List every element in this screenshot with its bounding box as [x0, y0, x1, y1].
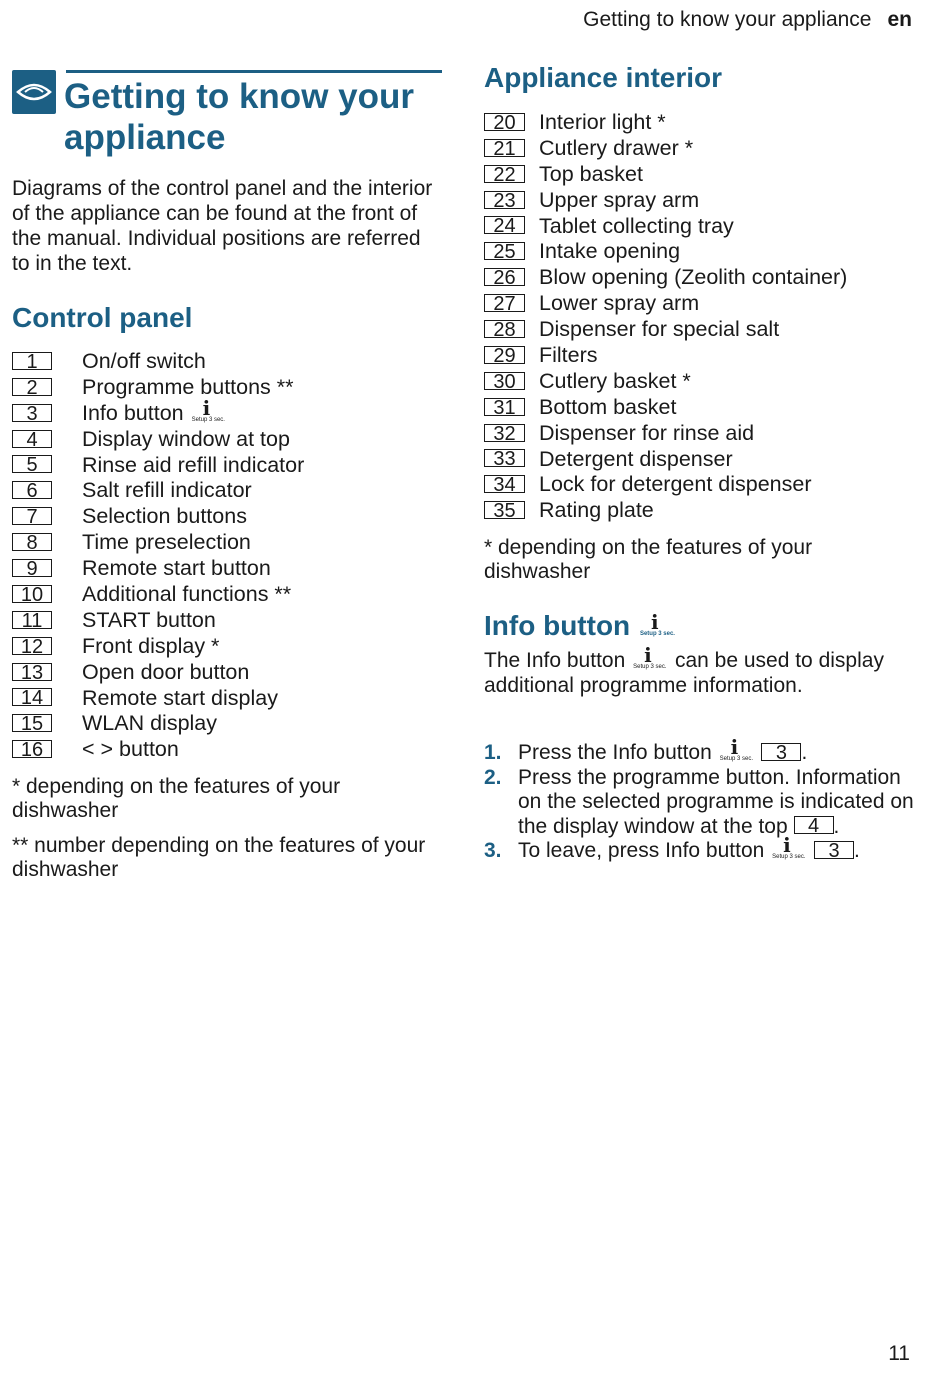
control-panel-item — [12, 737, 179, 763]
interior-label: Blow opening (Zeolith container) — [539, 265, 848, 290]
footnote-number: ** number depending on the features of your dishwasher — [12, 834, 426, 881]
info-icon: i Setup 3 sec. — [633, 643, 667, 671]
control-panel-label: Remote start button — [82, 556, 271, 581]
position-number: 1 — [12, 352, 52, 370]
position-number: 4 — [794, 816, 834, 834]
info-step: 2. Press the programme button. Information on the selected programme is indicated on the display window at the top 4 . — [484, 765, 914, 838]
control-panel-item — [12, 582, 292, 608]
interior-label: Filters — [539, 343, 598, 368]
interior-label: Bottom basket — [539, 394, 677, 419]
interior-item — [484, 394, 677, 421]
interior-label: Tablet collecting tray — [539, 213, 734, 238]
position-number: 8 — [12, 533, 52, 551]
interior-item — [484, 135, 694, 162]
position-number: 25 — [484, 242, 525, 260]
interior-label: Interior light * — [539, 110, 666, 134]
footnote-interior: * depending on the features of your dishwasher — [484, 536, 813, 583]
position-number: 29 — [484, 346, 525, 364]
interior-label: Dispenser for rinse aid — [539, 420, 755, 445]
control-panel-item — [12, 607, 216, 634]
interior-item — [484, 161, 643, 188]
control-panel-item — [12, 530, 251, 556]
step-number: 3. — [484, 839, 502, 862]
step-number: 1. — [484, 741, 502, 764]
info-steps — [484, 735, 924, 864]
interior-label: Cutlery drawer * — [539, 135, 694, 160]
control-panel-label: Front display * — [82, 633, 220, 658]
control-panel-label: Remote start display — [82, 685, 278, 710]
step-number: 2. — [484, 765, 502, 789]
position-number: 7 — [12, 507, 52, 525]
footnote-features: * depending on the features of your dishwasher — [12, 775, 341, 822]
running-header — [583, 8, 912, 32]
control-panel-legend — [12, 349, 305, 763]
language-code: en — [887, 8, 912, 31]
interior-label: Lower spray arm — [539, 291, 700, 316]
control-panel-label: Programme buttons ** — [82, 374, 294, 399]
running-header-title: Getting to know your appliance — [583, 8, 872, 31]
control-panel-label: START button — [82, 607, 216, 632]
info-icon: i Setup 3 sec. — [719, 735, 753, 763]
info-icon: i Setup 3 sec. — [191, 396, 225, 424]
position-number: 31 — [484, 398, 525, 416]
control-panel-label: Open door button — [82, 659, 250, 684]
control-panel-item — [12, 685, 278, 712]
info-step: 1. Press the Info button i Setup 3 sec. 3 . — [484, 735, 808, 764]
position-number: 9 — [12, 559, 52, 577]
interior-label: Cutlery basket * — [539, 368, 691, 393]
control-panel-item — [12, 711, 218, 737]
chapter-rule — [66, 70, 442, 73]
position-number: 6 — [12, 481, 52, 499]
position-number: 24 — [484, 216, 525, 234]
control-panel-item — [12, 633, 220, 660]
info-icon: i Setup 3 sec. — [639, 609, 675, 637]
chapter-title: Getting to know your appliance — [64, 77, 414, 157]
interior-label: Upper spray arm — [539, 187, 700, 212]
position-number: 34 — [484, 475, 525, 493]
control-panel-item — [12, 659, 250, 686]
info-para-start: The Info button — [484, 649, 626, 672]
position-number: 4 — [12, 430, 52, 448]
control-panel-label: Salt refill indicator — [82, 478, 252, 503]
position-number: 22 — [484, 165, 525, 183]
interior-item — [484, 472, 812, 498]
interior-label: Detergent dispenser — [539, 446, 733, 471]
control-panel-item — [12, 504, 247, 530]
control-panel-item — [12, 452, 305, 479]
control-panel-label: Display window at top — [82, 426, 290, 451]
control-panel-item — [12, 349, 206, 375]
interior-item — [484, 265, 848, 291]
interior-label: Intake opening — [539, 239, 681, 264]
interior-label: Lock for detergent dispenser — [539, 472, 812, 497]
interior-item — [484, 187, 700, 214]
position-number: 15 — [12, 714, 52, 732]
position-number: 32 — [484, 424, 525, 442]
position-number: 3 — [761, 743, 801, 761]
position-number: 35 — [484, 501, 525, 519]
control-panel-label: Info button i Setup 3 sec. — [82, 401, 228, 427]
position-number: 26 — [484, 268, 525, 286]
interior-item — [484, 317, 780, 343]
control-panel-label: Rinse aid refill indicator — [82, 452, 305, 477]
position-number: 30 — [484, 372, 525, 390]
position-number: 3 — [12, 404, 52, 422]
position-number: 13 — [12, 663, 52, 681]
position-number: 23 — [484, 191, 525, 209]
position-number: 28 — [484, 320, 525, 338]
info-button-heading-text: Info button — [484, 610, 631, 641]
interior-label: Rating plate — [539, 498, 654, 523]
control-panel-item — [12, 478, 252, 504]
control-panel-heading: Control panel — [12, 302, 193, 333]
position-number: 11 — [12, 611, 52, 629]
interior-item — [484, 446, 733, 473]
position-number: 16 — [12, 740, 52, 758]
info-icon: i Setup 3 sec. — [772, 833, 806, 861]
position-number: 5 — [12, 455, 52, 473]
position-number: 20 — [484, 113, 525, 131]
interior-item — [484, 291, 700, 317]
step-text: Press the programme button. Information on the selected programme is indicated on the display window at the top — [518, 765, 914, 838]
interior-item — [484, 239, 681, 265]
control-panel-item — [12, 556, 271, 582]
interior-item — [484, 420, 755, 447]
control-panel-label: On/off switch — [82, 349, 206, 373]
intro-paragraph: Diagrams of the control panel and the interior of the appliance can be found at the front of the manual. Individual positions are referred to in the text. — [12, 177, 433, 275]
position-number: 14 — [12, 688, 52, 706]
info-para-end: can be used to display additional programme information. — [484, 649, 884, 697]
eye-icon — [12, 70, 56, 114]
control-panel-item — [12, 374, 294, 401]
position-number: 21 — [484, 139, 525, 157]
page-number: 11 — [888, 1342, 910, 1365]
step-text: Press the Info button — [518, 741, 718, 764]
step-text: To leave, press Info button — [518, 839, 771, 862]
appliance-interior-legend — [484, 110, 848, 524]
interior-item — [484, 213, 734, 240]
position-number: 12 — [12, 637, 52, 655]
interior-item — [484, 368, 691, 395]
interior-item — [484, 498, 654, 524]
control-panel-label: Additional functions ** — [82, 582, 292, 607]
position-number: 2 — [12, 378, 52, 396]
control-panel-label: Time preselection — [82, 530, 251, 555]
control-panel-item — [12, 396, 225, 427]
position-number: 27 — [484, 294, 525, 312]
info-step: 3. To leave, press Info button i Setup 3 sec. 3 . — [484, 833, 860, 862]
appliance-interior-heading: Appliance interior — [484, 62, 723, 93]
interior-item — [484, 343, 598, 369]
position-number: 33 — [484, 449, 525, 467]
interior-label: Top basket — [539, 161, 643, 186]
info-paragraph — [484, 643, 914, 698]
control-panel-label: < > button — [82, 737, 179, 762]
control-panel-label: WLAN display — [82, 711, 218, 736]
control-panel-label: Selection buttons — [82, 504, 247, 529]
interior-label: Dispenser for special salt — [539, 317, 780, 342]
interior-item — [484, 110, 666, 136]
info-button-heading — [484, 610, 676, 642]
control-panel-item — [12, 426, 290, 453]
position-number: 10 — [12, 585, 52, 603]
position-number: 3 — [814, 841, 854, 859]
